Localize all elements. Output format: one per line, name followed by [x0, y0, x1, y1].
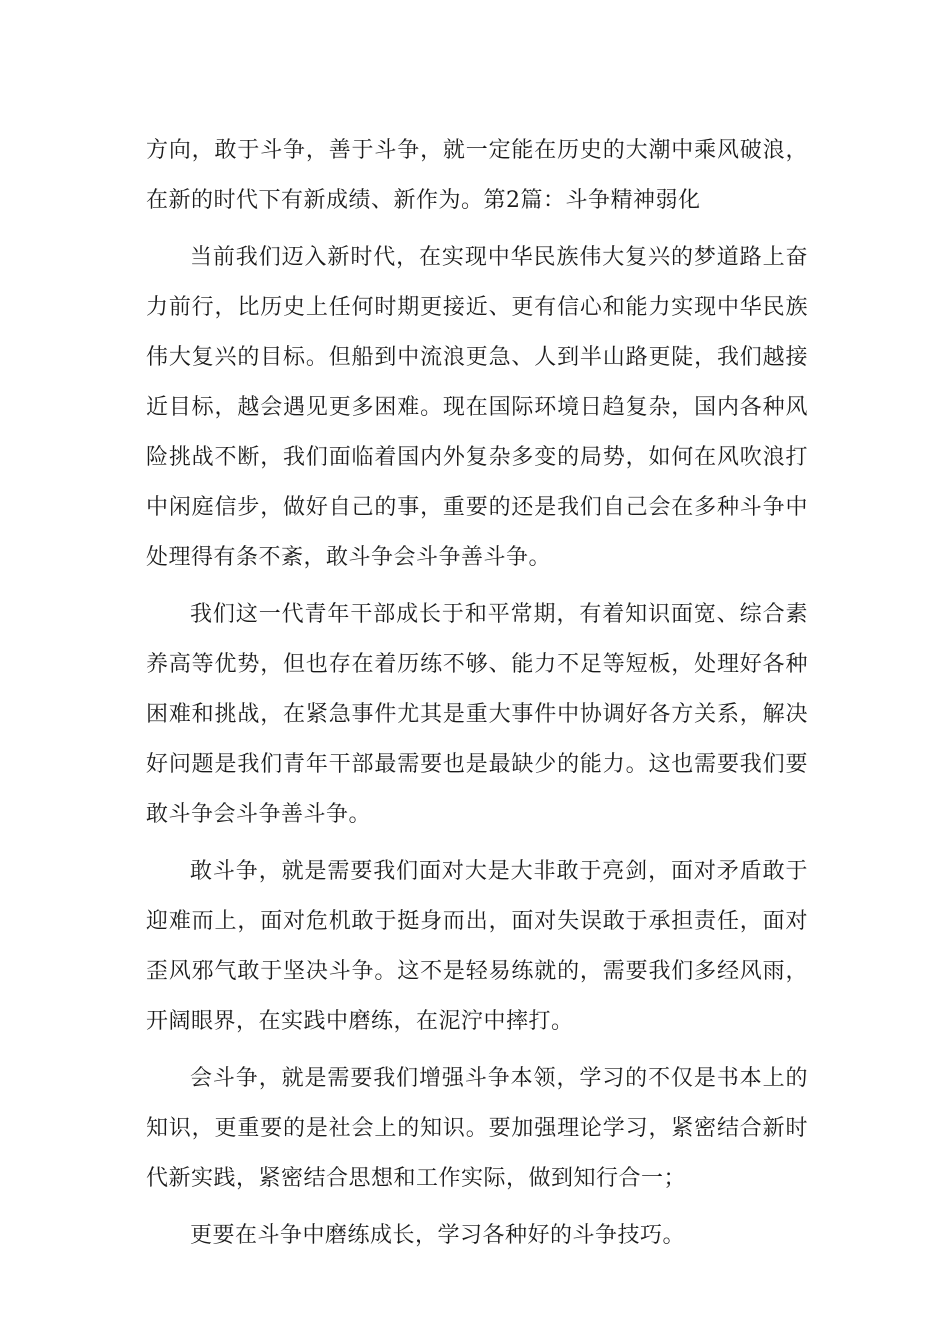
text-line: 在新的时代下有新成绩、新作为。第2篇：斗争精神弱化	[146, 188, 701, 213]
text-line: 处理得有条不紊，敢斗争会斗争善斗争。	[146, 545, 552, 570]
text-line: 开阔眼界，在实践中磨练，在泥泞中摔打。	[146, 1009, 574, 1034]
paragraph	[146, 1054, 808, 1204]
text-line: 伟大复兴的目标。但船到中流浪更急、人到半山路更陡，我们越接	[146, 345, 808, 370]
paragraph-spacer	[146, 840, 808, 847]
text-line: 险挑战不断，我们面临着国内外复杂多变的局势，如何在风吹浪打	[146, 445, 808, 470]
text-line: 敢斗争，就是需要我们面对大是大非敢于亮剑，面对矛盾敢于	[190, 859, 808, 884]
text-line: 我们这一代青年干部成长于和平常期，有着知识面宽、综合素	[190, 602, 808, 627]
text-line: 更要在斗争中磨练成长，学习各种好的斗争技巧。	[190, 1223, 686, 1248]
text-line: 知识，更重要的是社会上的知识。要加强理论学习，紧密结合新时	[146, 1116, 808, 1141]
text-line: 近目标，越会遇见更多困难。现在国际环境日趋复杂，国内各种风	[146, 395, 808, 420]
text-line: 会斗争，就是需要我们增强斗争本领，学习的不仅是书本上的	[190, 1066, 808, 1091]
text-line: 敢斗争会斗争善斗争。	[146, 802, 372, 827]
paragraph-spacer	[146, 1047, 808, 1054]
text-line: 困难和挑战，在紧急事件尤其是重大事件中协调好各方关系，解决	[146, 702, 808, 727]
paragraph	[146, 1211, 808, 1261]
text-line: 力前行，比历史上任何时期更接近、更有信心和能力实现中华民族	[146, 295, 808, 320]
text-line: 好问题是我们青年干部最需要也是最缺少的能力。这也需要我们要	[146, 752, 808, 777]
text-line: 迎难而上，面对危机敢于挺身而出，面对失误敢于承担责任，面对	[146, 909, 808, 934]
paragraph-spacer	[146, 1204, 808, 1211]
paragraph-spacer	[146, 583, 808, 590]
paragraph	[146, 126, 808, 226]
paragraph	[146, 590, 808, 840]
text-line: 代新实践，紧密结合思想和工作实际，做到知行合一；	[146, 1166, 687, 1191]
text-line: 当前我们迈入新时代，在实现中华民族伟大复兴的梦道路上奋	[190, 245, 808, 270]
text-line: 中闲庭信步，做好自己的事，重要的还是我们自己会在多种斗争中	[146, 495, 808, 520]
document-body	[146, 126, 808, 1261]
paragraph-spacer	[146, 226, 808, 233]
paragraph	[146, 847, 808, 1047]
text-line: 方向，敢于斗争，善于斗争，就一定能在历史的大潮中乘风破浪，	[146, 138, 808, 163]
text-line: 养高等优势，但也存在着历练不够、能力不足等短板，处理好各种	[146, 652, 808, 677]
paragraph	[146, 233, 808, 583]
text-line: 歪风邪气敢于坚决斗争。这不是轻易练就的，需要我们多经风雨，	[146, 959, 808, 984]
